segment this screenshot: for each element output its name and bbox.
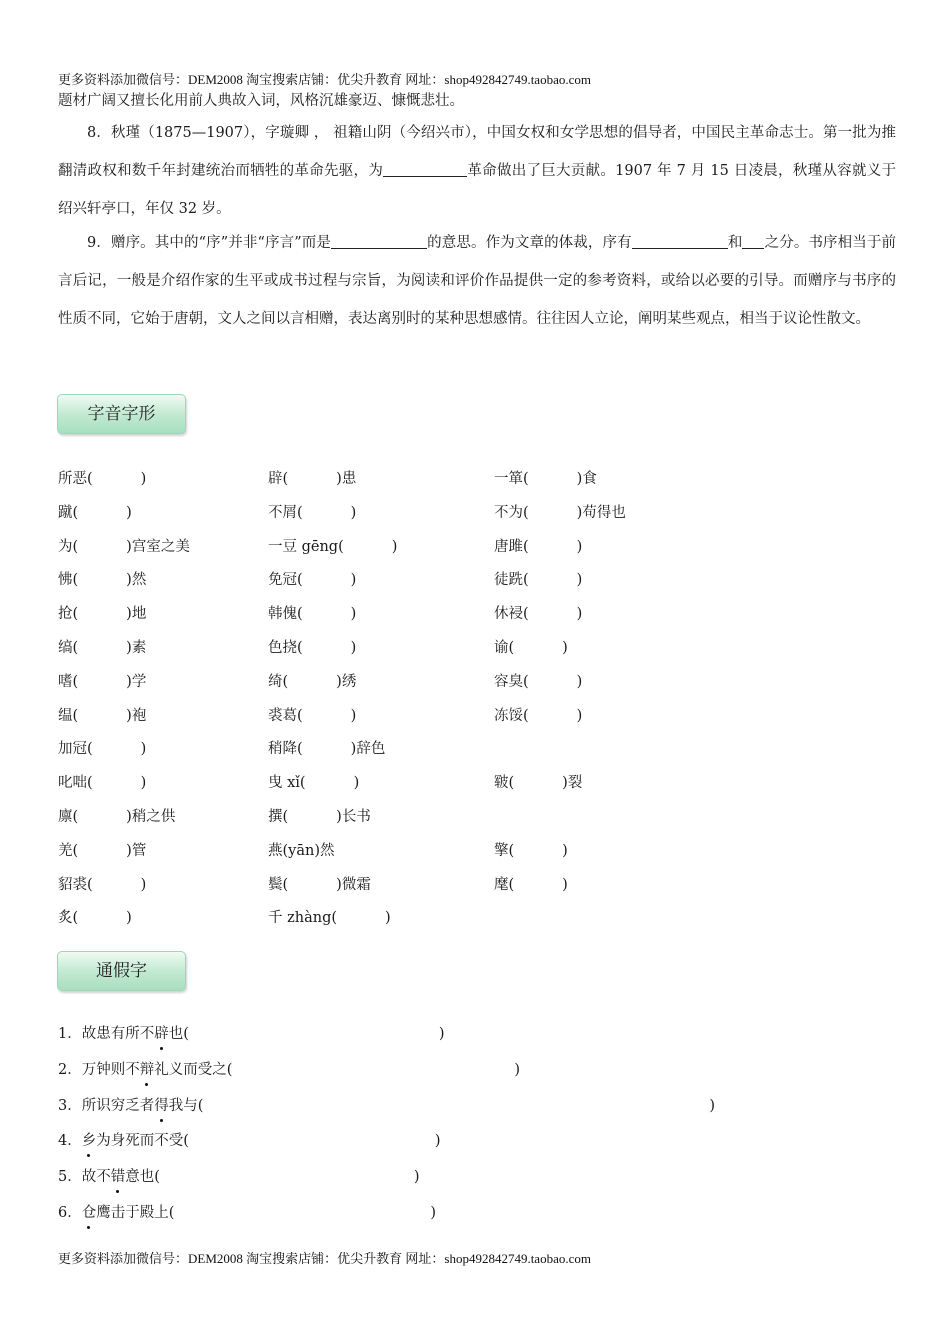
section-title-pronunciation: 字音字形 — [57, 394, 186, 434]
tongjia-item — [58, 1129, 441, 1150]
page-footer: 更多资料添加微信号：DEM2008 淘宝搜索店铺：优尖升教育 网址：shop492842749.taobao.com — [58, 1251, 591, 1266]
item-suffix: ) — [385, 910, 391, 927]
pronunciation-item — [268, 839, 335, 860]
pronunciation-item — [268, 906, 391, 927]
tongjia-item — [58, 1165, 420, 1186]
item-suffix: )绣 — [336, 673, 357, 690]
pronunciation-item — [58, 467, 146, 488]
item-word: 擎( — [494, 842, 515, 859]
item-suffix: )稍之供 — [126, 809, 176, 825]
item-word: 绮( — [268, 673, 289, 690]
item-word: 一箪( — [494, 471, 529, 487]
item-word: 加冠( — [58, 741, 93, 758]
emphasized-char: 仓 — [82, 1201, 97, 1222]
item-word: 燕(yān)然 — [268, 842, 335, 859]
item-number: 1． — [58, 1026, 82, 1042]
item-suffix: )苟得也 — [576, 504, 626, 521]
pronunciation-item — [268, 805, 371, 826]
item-suffix: )然 — [126, 572, 147, 589]
pronunciation-item — [268, 467, 356, 488]
item-word: 炙( — [58, 910, 79, 927]
tongjia-item — [58, 1022, 445, 1043]
item-suffix: ) — [350, 606, 357, 623]
page-header: 更多资料添加微信号：DEM2008 淘宝搜索店铺：优尖升教育 网址：shop492842749.taobao.com — [58, 72, 591, 87]
item-suffix: )管 — [126, 842, 147, 859]
pronunciation-item — [494, 873, 568, 894]
item-close: ) — [434, 1133, 441, 1150]
item-word: 色挠( — [268, 640, 303, 656]
item-word: 嗜( — [58, 673, 79, 690]
item-suffix: ) — [350, 640, 357, 656]
item-suffix: )微霜 — [336, 876, 371, 893]
pronunciation-item — [268, 535, 397, 556]
pronunciation-item — [268, 704, 356, 725]
pronunciation-item — [58, 670, 146, 691]
item-suffix: ) — [576, 707, 583, 724]
item-word: 鬓( — [268, 876, 289, 893]
p9-blank-2 — [632, 234, 728, 250]
pronunciation-item — [494, 670, 582, 691]
item-word: 为( — [58, 538, 79, 555]
item-suffix: ) — [391, 538, 398, 555]
pronunciation-item — [58, 906, 132, 927]
paragraph-8 — [58, 114, 896, 228]
pronunciation-item — [494, 704, 582, 725]
emphasized-char: 辟 — [154, 1022, 169, 1043]
item-number: 6． — [58, 1205, 82, 1221]
item-suffix: ) — [350, 504, 357, 521]
item-word: 缟( — [58, 640, 79, 656]
pronunciation-item — [268, 501, 356, 522]
pronunciation-item — [58, 501, 132, 522]
item-text: 我与( — [168, 1097, 204, 1114]
item-word: 撰( — [268, 809, 289, 825]
item-suffix: )宫室之美 — [126, 538, 190, 555]
p9-text-4: 之分。书序相当于前言后记，一般是介绍作家的生平或成书过程与宗旨，为阅读和评价作品提供一定的参考资料，或给以必要的引导。而赠序与书序的性质不同，它始于唐朝，文人之间以言相赠，表达离别时的某种思想感情。往往因人立论，阐明某些观点，相当于议论性散文。 — [58, 235, 897, 327]
item-suffix: ) — [562, 842, 568, 859]
pronunciation-item — [58, 771, 146, 792]
item-suffix: ) — [350, 707, 357, 724]
item-word: 廪( — [58, 809, 79, 825]
item-number: 5． — [58, 1169, 82, 1186]
item-word: 休祲( — [494, 606, 529, 623]
item-close: ) — [413, 1169, 420, 1186]
item-suffix: ) — [576, 572, 583, 589]
item-word: 缊( — [58, 707, 79, 724]
item-suffix: ) — [140, 471, 147, 487]
item-suffix: )素 — [126, 640, 147, 656]
pronunciation-item — [494, 535, 582, 556]
item-text: 礼义而受之( — [154, 1061, 233, 1078]
pronunciation-item — [58, 873, 146, 894]
item-close: ) — [709, 1097, 716, 1114]
item-suffix: )辞色 — [350, 741, 386, 758]
item-suffix: )地 — [126, 606, 147, 623]
pronunciation-item — [494, 501, 626, 522]
pronunciation-item — [58, 704, 146, 725]
p9-text-3: 和 — [727, 235, 743, 251]
pronunciation-item — [268, 873, 371, 894]
pronunciation-item — [268, 568, 356, 589]
item-word: 皲( — [494, 775, 515, 792]
pronunciation-item — [494, 771, 582, 792]
item-word: 曳 xǐ( — [268, 775, 306, 792]
pronunciation-item — [58, 839, 146, 860]
p8-text-1: 8．秋瑾（1875—1907），字璇卿 ， 祖籍山阴（今绍兴市），中国女权和女学思想的倡导者，中国民主革命志士。第一批为推翻清政权和数千年封建统治而牺牲的革命先驱，为 — [58, 125, 896, 179]
emphasized-char: 辩 — [140, 1058, 155, 1079]
p8-text-2: 革命做出了巨大贡献。1907 年 7 月 15 日凌晨，秋瑾从容就义于绍兴轩亭口，年仅 32 岁。 — [58, 163, 897, 217]
tongjia-item — [58, 1094, 715, 1115]
pronunciation-item — [58, 568, 146, 589]
pronunciation-item — [494, 839, 568, 860]
item-word: 抢( — [58, 606, 79, 623]
item-word: 千 zhàng( — [268, 910, 338, 927]
p9-blank-1 — [331, 234, 427, 250]
emphasized-char: 乡 — [82, 1129, 97, 1150]
item-word: 叱咄( — [58, 775, 93, 792]
item-close: ) — [438, 1026, 445, 1042]
pronunciation-item — [268, 737, 385, 758]
item-word: 不屑( — [268, 504, 303, 521]
item-word: 容臭( — [494, 673, 529, 690]
item-word: 貂裘( — [58, 876, 93, 893]
p9-text-1: 9．赠序。其中的“序”并非“序言”而是 — [87, 235, 332, 251]
item-suffix: )长书 — [336, 809, 371, 825]
emphasized-char: 错 — [111, 1165, 126, 1186]
pronunciation-item — [494, 602, 582, 623]
item-text: 故不 — [81, 1169, 111, 1186]
item-number: 3． — [58, 1097, 82, 1114]
item-word: 免冠( — [268, 572, 303, 589]
item-word: 辟( — [268, 471, 289, 487]
pronunciation-item — [58, 805, 175, 826]
item-text: 也( — [168, 1026, 189, 1042]
item-text: 万钟则不 — [81, 1061, 140, 1078]
item-text: 所识穷乏者 — [81, 1097, 155, 1114]
p8-blank — [383, 162, 467, 178]
item-word: 所恶( — [58, 471, 93, 487]
item-word: 怫( — [58, 572, 79, 589]
pronunciation-item — [494, 636, 568, 657]
item-word: 稍降( — [268, 741, 303, 758]
item-text: 鹰击于殿上( — [96, 1205, 175, 1221]
intro-line: 题材广阔又擅长化用前人典故入词，风格沉雄豪迈、慷慨悲壮。 — [58, 93, 464, 109]
pronunciation-item — [268, 771, 359, 792]
item-text: 为身死而不受( — [96, 1133, 189, 1150]
item-word: 麾( — [494, 876, 515, 893]
pronunciation-item — [268, 670, 356, 691]
tongjia-item — [58, 1058, 520, 1079]
item-suffix: )学 — [126, 673, 147, 690]
item-word: 蹴( — [58, 504, 79, 521]
item-suffix: ) — [576, 673, 583, 690]
p9-text-2: 的意思。作为文章的体裁，序有 — [427, 235, 632, 251]
paragraph-9 — [58, 224, 896, 338]
item-text: 意也( — [125, 1169, 160, 1186]
pronunciation-item — [58, 535, 190, 556]
item-suffix: ) — [140, 741, 147, 758]
pronunciation-item — [58, 636, 146, 657]
pronunciation-item — [268, 602, 356, 623]
item-suffix: ) — [576, 606, 583, 623]
item-close: ) — [430, 1205, 437, 1221]
pronunciation-item — [494, 568, 582, 589]
section-title-tongjia: 通假字 — [57, 951, 186, 991]
item-suffix: ) — [350, 572, 357, 589]
p9-blank-3 — [742, 234, 764, 250]
pronunciation-item — [268, 636, 356, 657]
tongjia-item — [58, 1201, 436, 1222]
item-suffix: )食 — [576, 471, 597, 487]
pronunciation-item — [494, 467, 597, 488]
item-suffix: ) — [562, 876, 568, 893]
item-text: 故患有所不 — [81, 1026, 155, 1042]
item-word: 一豆 gēng( — [268, 538, 344, 555]
pronunciation-item — [58, 737, 146, 758]
item-word: 唐雎( — [494, 538, 529, 555]
item-word: 谕( — [494, 640, 515, 656]
item-word: 冻馁( — [494, 707, 529, 724]
item-suffix: )裂 — [562, 775, 583, 792]
item-suffix: )患 — [336, 471, 357, 487]
item-suffix: ) — [126, 504, 132, 521]
item-suffix: )袍 — [126, 707, 147, 724]
item-suffix: ) — [562, 640, 568, 656]
pronunciation-item — [58, 602, 146, 623]
item-word: 韩傀( — [268, 606, 303, 623]
item-suffix: ) — [126, 910, 132, 927]
item-suffix: ) — [140, 775, 147, 792]
emphasized-char: 得 — [154, 1094, 169, 1115]
item-word: 不为( — [494, 504, 529, 521]
item-word: 徒跣( — [494, 572, 529, 589]
item-suffix: ) — [576, 538, 583, 555]
item-close: ) — [514, 1061, 521, 1078]
item-suffix: ) — [353, 775, 360, 792]
item-number: 4． — [58, 1133, 82, 1150]
item-word: 羌( — [58, 842, 79, 859]
item-word: 裘葛( — [268, 707, 303, 724]
item-number: 2． — [58, 1061, 82, 1078]
item-suffix: ) — [140, 876, 147, 893]
